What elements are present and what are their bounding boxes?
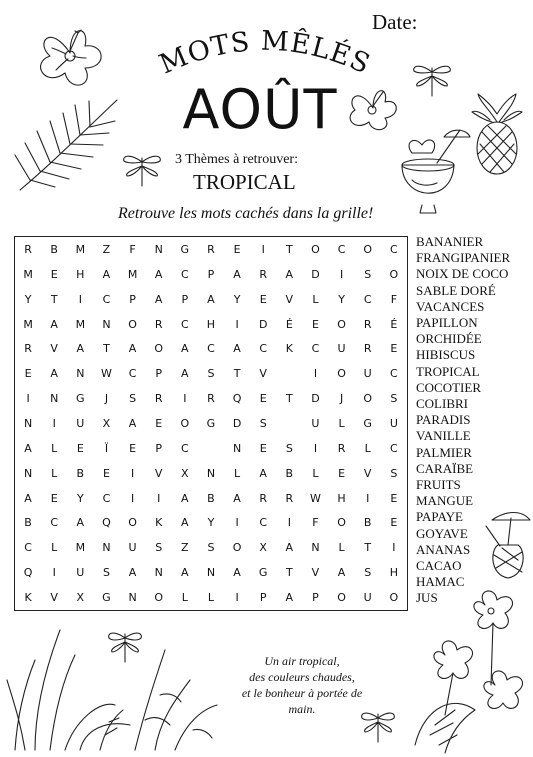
grid-cell: P [181,292,189,306]
grid-cell: R [24,342,32,356]
instruction: Retrouve les mots cachés dans la grille! [118,205,374,222]
grid-cell: L [233,466,241,480]
grid-cell: E [338,466,346,480]
grid-cell: B [285,466,294,480]
grid-cell: R [337,441,346,455]
word-item: JUS [416,590,438,606]
grid-cell: S [364,267,372,281]
grid-cell: R [285,491,294,505]
grid-cell: N [206,466,216,480]
grid-cell: A [154,292,163,306]
grid-cell: E [155,416,163,430]
grid-cell: U [76,566,85,580]
coconut-cocktail-icon [392,125,472,215]
word-item: HIBISCUS [416,347,476,363]
word-item: MANGUE [416,493,474,509]
grid-cell: O [128,317,137,331]
grid-cell: I [366,491,370,505]
grid-cell: F [390,292,398,306]
frangipani-flowers-icon [405,585,533,755]
grid-cell: A [233,491,241,505]
grid-cell: X [259,541,267,555]
grid-cell: A [337,566,346,580]
grid-cell: T [233,367,241,381]
word-item: COCOTIER [416,379,481,395]
grid-cell: I [235,516,239,530]
grid-cell: M [75,541,86,555]
grid-cell [198,436,224,461]
grid-cell: G [206,416,216,430]
grid-cell: A [76,516,85,530]
themes-label: 3 Thèmes à retrouver: [175,152,298,167]
grid-cell: A [76,342,85,356]
slogan-line: et le bonheur à portée de [241,686,363,700]
grid-row [15,436,407,461]
word-item: CARAÏBE [416,460,474,476]
grid-cell: C [337,242,346,256]
grid-cell: N [311,541,320,555]
grid-cell: N [154,242,163,256]
grid-cell: D [311,267,320,281]
grid-cell: I [313,441,318,455]
grid-cell: X [181,466,189,480]
grid-cell: Y [207,516,215,530]
word-item: FRANGIPANIER [416,250,511,266]
grid-cell: E [390,516,398,530]
grid-cell: I [78,292,82,306]
palm-leaf-icon [5,95,125,195]
grid-cell: N [102,317,111,331]
grid-cell: É [285,317,293,331]
grid-cell: E [233,242,241,256]
grid-cell: A [181,516,189,530]
grid-cell [276,411,302,436]
grid-cell: A [285,541,294,555]
grid-cell: I [52,566,56,580]
grid-cell: E [50,267,58,281]
word-item: SABLE DORÉ [416,282,496,298]
grid-cell: W [100,367,112,381]
grid-cell: E [102,466,110,480]
grid-cell: I [183,392,187,406]
grid-cell: P [129,292,136,306]
grid-cell: W [309,491,321,505]
grid-cell: O [337,367,346,381]
grid-cell: I [130,466,135,480]
grid-cell: Q [232,392,242,406]
word-item: NOIX DE COCO [416,266,509,282]
grid-cell: C [180,441,189,455]
grid-cell: M [75,242,86,256]
grid-cell: D [311,392,320,406]
grid-cell: A [181,566,189,580]
grid-cell: Q [102,516,111,530]
word-item: HAMAC [416,574,465,590]
word-item: TROPICAL [416,363,480,379]
grid-cell: J [339,392,344,406]
date-label: Date: [372,10,418,34]
grid-cell: V [154,466,163,480]
grid-cell: A [24,441,32,455]
grid-cell: L [338,541,345,555]
grid-cell: T [285,242,293,256]
grid-cell: V [311,566,320,580]
grid-cell: Z [102,242,111,256]
grid-cell: A [285,267,294,281]
grid-cell: I [157,491,161,505]
pineapple-icon [470,92,525,177]
svg-text:MOTS MÊLÉS: MOTS MÊLÉS [155,25,376,81]
word-search-grid [14,236,408,611]
grid-cell: É [390,317,398,331]
grid-cell: U [363,367,372,381]
grid-cell: N [76,367,85,381]
grid-cell: V [363,466,372,480]
grid-cell: C [102,491,111,505]
word-item: ORCHIDÉE [416,331,482,347]
grid-cell: T [50,292,58,306]
grid-cell: B [50,242,58,256]
grid-cell: M [23,317,33,331]
grid-cell: U [128,541,137,555]
grid-cell: M [75,317,86,331]
grid-cell: A [128,566,137,580]
pineapple-cocktail-icon [482,510,532,580]
grid-cell: V [259,367,267,381]
grid-cell: F [129,242,136,256]
grid-cell: Z [181,541,189,555]
word-item: VANILLE [416,428,471,444]
grid-cell: R [154,317,163,331]
grid-cell: L [51,466,58,480]
grid-cell: A [24,491,32,505]
grid-cell: H [206,317,216,331]
grid-cell: R [259,491,268,505]
grid-cell: E [129,441,137,455]
grid-cell: N [23,466,33,480]
grid-cell: H [76,267,85,281]
grid-cell: C [128,367,137,381]
grid-cell: O [337,317,346,331]
grid-cell: S [155,541,163,555]
grid-cell: T [285,392,293,406]
grid-cell: S [102,566,110,580]
grid-cell: C [390,367,398,381]
grid-cell: A [128,342,137,356]
grid-cell: C [180,267,189,281]
grid-cell: O [389,267,399,281]
grid-cell: S [129,392,137,406]
grid-cell: G [258,566,268,580]
grid-cell: A [50,367,58,381]
grid-cell: L [312,466,319,480]
grid-row [15,560,407,585]
grid-cell: A [128,416,137,430]
grid-cell: E [390,491,398,505]
grid-cell: C [50,516,59,530]
grid-cell: C [207,342,215,356]
grid-cell: S [207,367,215,381]
grid-cell: L [338,416,345,430]
grid-row [15,312,407,337]
grid-cell: O [337,591,346,605]
grid-cell: N [23,416,33,430]
grid-cell: L [181,591,188,605]
grid-row [15,386,407,411]
word-item: GOYAVE [416,525,468,541]
grid-cell: B [24,516,32,530]
grid-cell: I [130,491,135,505]
grid-cell: I [261,242,265,256]
grid-cell: S [207,541,215,555]
grid-row [15,287,407,312]
grid-cell: Y [76,491,84,505]
grid-cell: O [154,342,164,356]
grid-cell: B [363,516,372,530]
slogan-line: main. [288,702,316,716]
grid-cell: Y [233,292,241,306]
grid-cell: M [127,267,138,281]
grid-cell: N [102,541,111,555]
grid-cell: C [102,292,111,306]
grid-cell: I [235,591,239,605]
grid-cell: G [76,392,85,406]
grid-cell: C [259,342,268,356]
grid-cell: G [180,242,190,256]
grid-cell: L [51,541,58,555]
theme-name: TROPICAL [193,170,296,194]
grid-row [15,535,407,560]
grid-cell: P [155,441,162,455]
grid-cell: R [207,242,215,256]
grid-cell: R [207,392,215,406]
grid-cell: P [207,267,215,281]
grid-row [15,411,407,436]
grid-cell: V [285,292,294,306]
grid-cell: O [154,591,164,605]
slogan [232,653,372,717]
grid-cell: R [363,342,372,356]
grid-row [15,461,407,486]
grid-cell: C [259,516,268,530]
grid-row [15,361,407,386]
grid-cell: T [103,342,110,356]
grid-row [15,336,407,361]
grid-cell: U [76,416,85,430]
grid-cell: E [259,292,267,306]
grid-cell: H [389,566,399,580]
word-item: PALMIER [416,444,472,460]
grid-cell: V [50,342,58,356]
grid-row [15,237,407,262]
grid-cell: E [24,367,32,381]
grid-row [15,585,407,610]
grid-cell: A [154,267,163,281]
grid-cell: G [102,591,111,605]
grid-cell: E [259,392,267,406]
grid-cell: A [285,591,294,605]
grid-cell: Y [338,292,345,306]
grid-cell: N [50,392,59,406]
word-item: PAPILLON [416,315,478,331]
hibiscus-icon [30,18,110,88]
grid-cell: J [104,392,109,406]
grid-cell: D [232,416,242,430]
grid-cell: H [337,491,346,505]
dragonfly-icon [358,708,398,746]
grid-cell: A [181,491,189,505]
grid-cell: R [154,392,163,406]
grid-cell: F [312,516,319,530]
grid-cell: R [259,267,268,281]
grid-cell: X [102,416,111,430]
grid-cell: B [76,466,85,480]
tropical-plants-icon [5,610,220,755]
grid-cell: R [363,317,372,331]
grid-cell: I [235,317,239,331]
grid-cell: I [339,267,344,281]
grid-cell: A [259,466,267,480]
grid-cell: X [76,591,85,605]
grid-cell: S [390,466,398,480]
word-item: FRUITS [416,477,461,493]
slogan-line: Un air tropical, [264,654,340,668]
grid-cell: E [259,441,267,455]
grid-cell: T [364,541,372,555]
grid-cell: O [337,516,346,530]
grid-cell [276,361,302,386]
grid-cell: A [102,267,111,281]
grid-cell: Ï [104,441,109,455]
dragonfly-icon [120,150,165,190]
grid-cell: O [128,516,137,530]
grid-cell: K [155,516,163,530]
grid-cell: R [24,242,32,256]
grid-cell: O [311,242,320,256]
grid-cell: N [232,441,242,455]
grid-cell: C [390,441,398,455]
grid-cell: D [258,317,268,331]
word-item: VACANCES [416,298,485,314]
grid-cell: E [50,491,58,505]
grid-cell: G [363,416,372,430]
grid-cell: N [128,591,137,605]
slogan-line: des couleurs chaudes, [249,670,355,684]
word-item: PAPAYE [416,509,463,525]
grid-cell: A [207,292,215,306]
grid-cell: I [287,516,291,530]
grid-cell: A [181,367,189,381]
grid-row [15,486,407,511]
grid-cell: A [233,267,241,281]
grid-cell: I [392,541,396,555]
grid-cell: C [311,342,320,356]
grid-cell: C [390,242,398,256]
grid-cell: B [207,491,215,505]
grid-cell: Y [24,292,32,306]
grid-cell: S [364,566,372,580]
grid-cell: I [26,392,30,406]
word-item: CACAO [416,558,462,574]
grid-cell: K [285,342,293,356]
grid-cell: L [51,441,58,455]
grid-cell: U [337,342,346,356]
grid-cell: E [76,441,84,455]
grid-cell: P [259,591,267,605]
grid-cell: S [285,441,293,455]
word-item: PARADIS [416,412,471,428]
grid-cell: U [311,416,320,430]
grid-cell: L [312,292,319,306]
grid-cell: V [50,591,58,605]
word-item: ANANAS [416,541,471,557]
grid-cell: O [363,242,373,256]
grid-cell: A [233,342,241,356]
grid-cell: S [259,416,267,430]
grid-cell: S [390,392,398,406]
grid-cell: I [313,367,318,381]
grid-cell: E [311,317,319,331]
grid-cell: L [364,441,371,455]
word-item: BANANIER [416,234,484,249]
grid-cell: E [390,342,398,356]
grid-cell: L [207,591,214,605]
grid-cell: N [206,566,216,580]
word-item: COLIBRI [416,396,468,412]
grid-row [15,510,407,535]
month-title: AOÛT [182,78,338,141]
grid-cell: P [155,367,162,381]
grid-cell: O [180,416,190,430]
grid-cell: A [233,566,241,580]
grid-cell: O [232,541,242,555]
grid-row [15,262,407,287]
grid-cell: U [389,416,398,430]
grid-cell: U [363,591,372,605]
grid-cell: M [23,267,33,281]
dragonfly-icon [410,58,455,98]
grid-cell: C [24,541,32,555]
grid-cell: A [50,317,58,331]
grid-cell: I [52,416,56,430]
grid-cell: P [312,591,319,605]
grid-cell: Q [23,566,33,580]
grid-cell: C [363,292,372,306]
grid-cell: C [180,317,189,331]
grid-cell: T [285,566,293,580]
grid-cell: A [181,342,189,356]
grid-cell: O [363,392,373,406]
grid-cell: N [154,566,163,580]
grid-cell: O [389,591,399,605]
grid-cell: K [24,591,32,605]
